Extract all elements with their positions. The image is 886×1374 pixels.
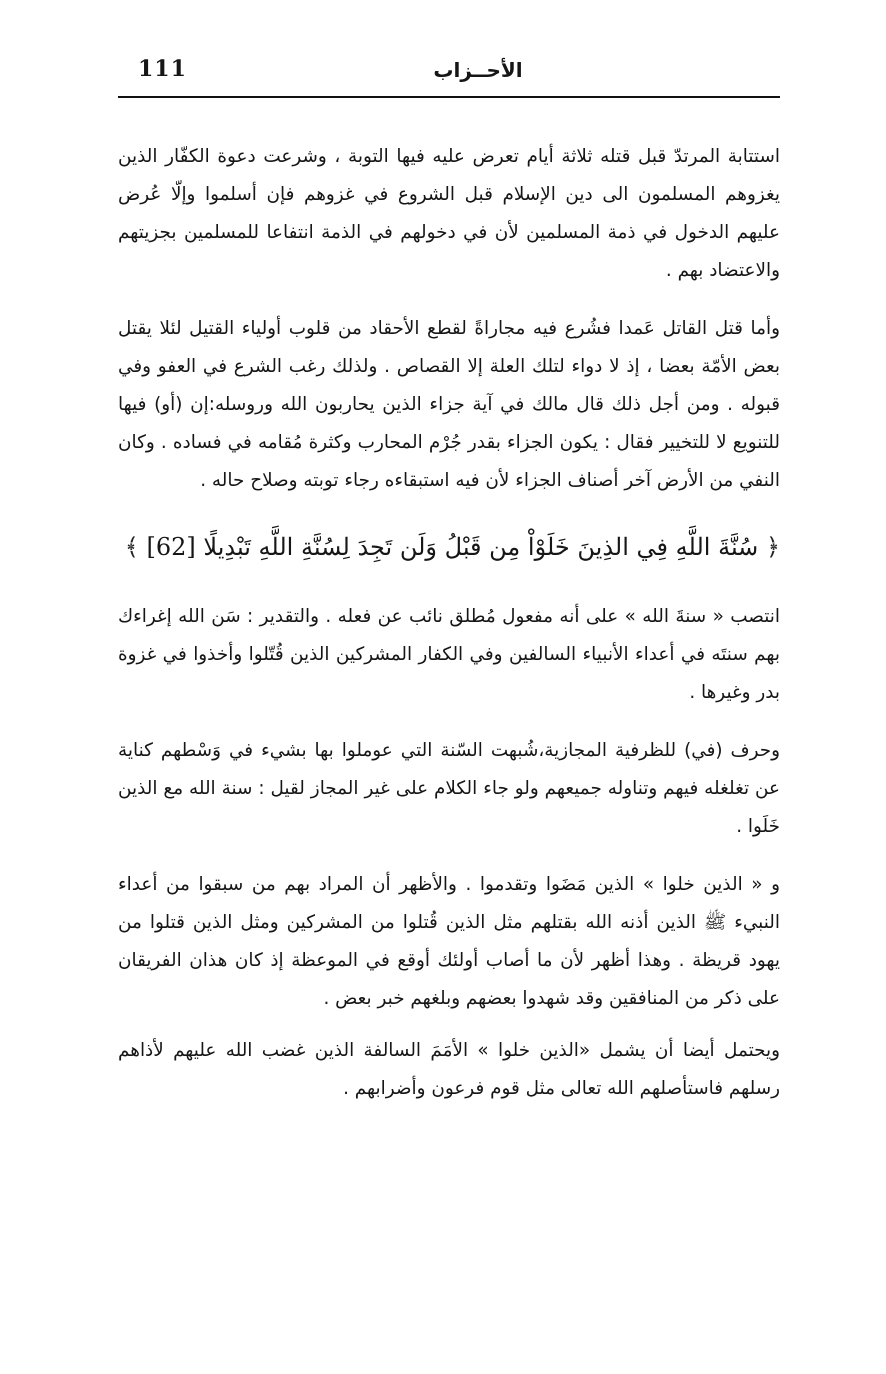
paragraph-1: استتابة المرتدّ قبل قتله ثلاثة أيام تعرض عليه فيها التوبة ، وشرعت دعوة الكفّار الذين يغزوهم المسلمون الى دين الإسلام قبل الشروع في غزوهم فإن أسلموا وإلّا عُرض عليهم الدخول في ذمة المسلمين لأن في دخولهم في الذمة انتفاعا للمسلمين بجزيتهم والاعتضاد بهم . [118, 146, 780, 281]
verse-open-bracket: ﴿ [765, 533, 780, 561]
verse-close-bracket: ﴾ [124, 533, 139, 561]
running-title: الأحــزاب [433, 58, 523, 82]
paragraph-6: ويحتمل أيضا أن يشمل «الذين خلوا » الأمَمَ السالفة الذين غضب الله عليهم لأذاهم رسلهم فاستأصلهم الله تعالى مثل قوم فرعون وأضرابهم . [118, 1040, 780, 1099]
quran-verse [118, 520, 780, 574]
paragraph-2: وأما قتل القاتل عَمدا فشُرع فيه مجاراةً لقطع الأحقاد من قلوب أولياء القتيل لئلا يقتل بعض الأمّة بعضا ، إذ لا دواء لتلك العلة إلا القصاص . ولذلك رغب الشرع في العفو وفي قبوله . ومن أجل ذلك قال مالك في آية جزاء الذين يحاربون الله وروسله:إن (أو) فيها للتنويع لا للتخيير فقال : يكون الجزاء بقدر جُرْم المحارب وكثرة مُقامه في فساده . وكان النفي من الأرض آخر أصناف الجزاء لأن فيه استبقاءه رجاء توبته وصلاح حاله . [118, 318, 780, 491]
page-number: 111 [138, 56, 187, 82]
header-rule [118, 96, 780, 98]
paragraph-3: انتصب « سنةَ الله » على أنه مفعول مُطلق نائب عن فعله . والتقدير : سَن الله إغراءك بهم سنتَه في أعداء الأنبياء السالفين وفي الكفار المشركين الذين قُتّلوا وأخذوا في غزوة بدر وغيرها . [118, 606, 780, 703]
verse-text: سُنَّةَ اللَّهِ فِي الذِينَ خَلَوْاْ مِن قَبْلُ وَلَن تَجِدَ لِسُنَّةِ اللَّهِ تَبْدِيلًا [203, 533, 759, 561]
paragraph-5: و « الذين خلوا » الذين مَضَوا وتقدموا . والأظهر أن المراد بهم من سبقوا من أعداء النبيء ﷺ الذين أذنه الله بقتلهم مثل الذين قُتلوا من المشركين ومثل الذين قتلوا من يهود قريظة . وهذا أظهر لأن ما أصاب أولئك أوقع في الموعظة إذ كان هذان الفريقان على ذكر من المنافقين وقد شهدوا بعضهم وبلغهم خبر بعض . [118, 874, 780, 1009]
page-header [118, 52, 780, 96]
verse-number: [62] [146, 533, 196, 561]
paragraph-4: وحرف (في) للظرفية المجازية،شُبهت السّنة التي عوملوا بها بشيء في وَسْطهم كناية عن تغلغله فيهم وتناوله جميعهم ولو جاء الكلام على غير المجاز لقيل : سنة الله مع الذين خَلَوا . [118, 740, 780, 837]
page-body [118, 138, 780, 1128]
